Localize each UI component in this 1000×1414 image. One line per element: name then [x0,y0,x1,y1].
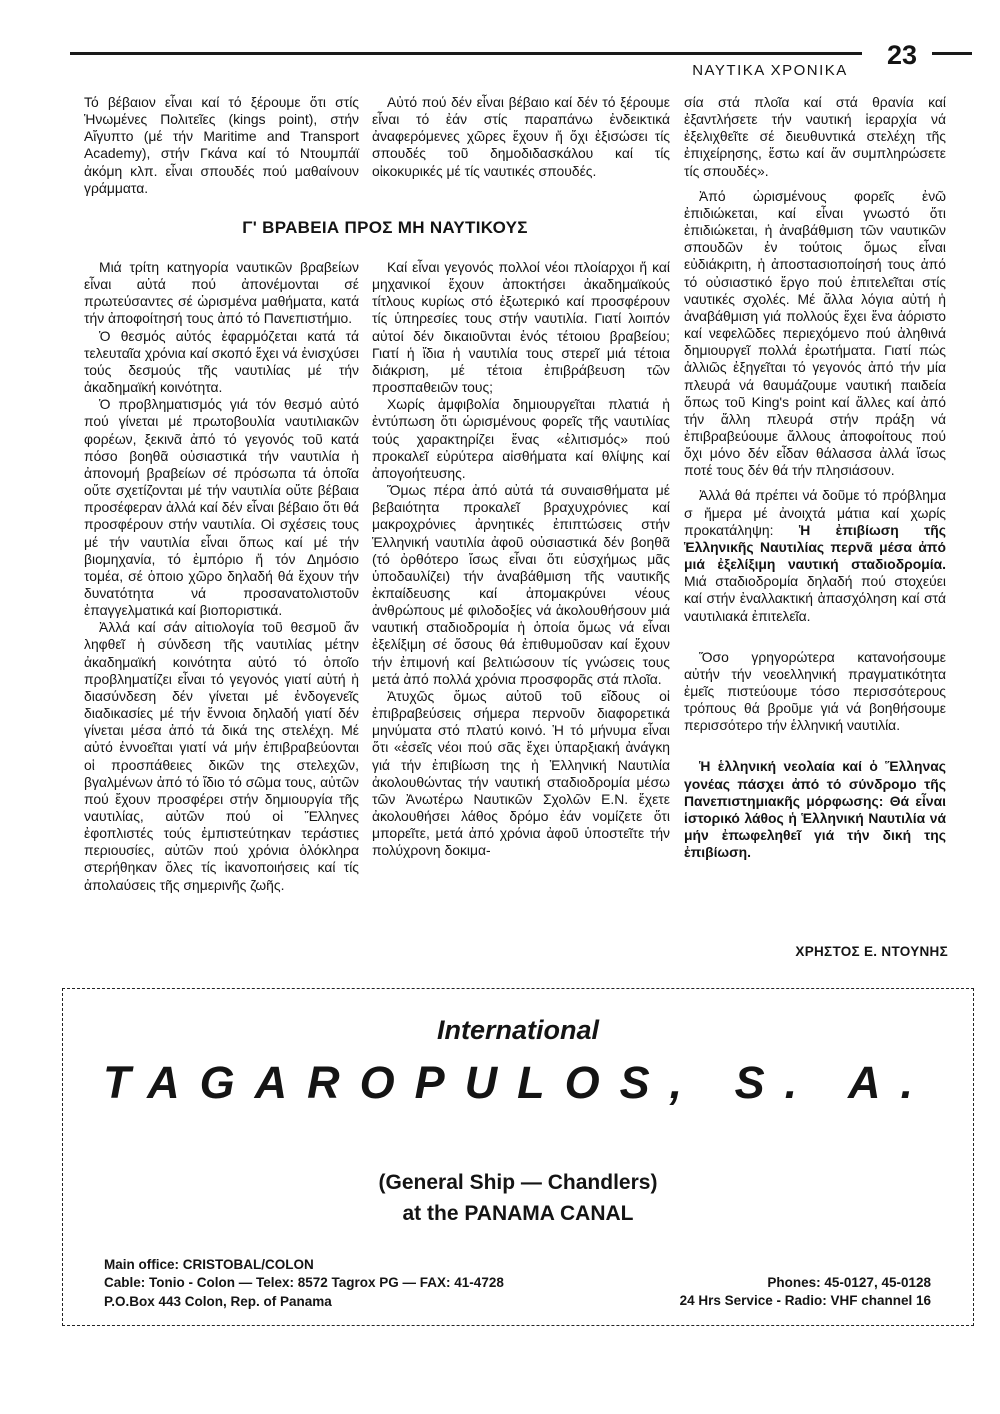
ad-service [63,1167,973,1229]
ad-phones: Phones: 45-0127, 45-0128 [767,1275,931,1290]
paragraph: Ὅσο γρηγορώτερα κατανοήσουμε αὐτήν τήν νεοελληνική πραγματικότητα ἐμεῖς πιστεύουμε τόσο περισσότερους τρόπους θά βροῦμε γιά νά βοηθήσουμε περισσότερο τήν ἑλληνική ναυτιλία. [684,648,946,734]
emphasis-text: Ἡ ἐπιβίωση τῆς Ἑλληνικῆς Ναυτιλίας περνᾶ μέσα ἀπό μιά ἐξελίξιμη ναυτική σταδιοδρομία. [684,521,946,573]
ad-company-name: TAGAROPULOS, S. A. [102,1057,934,1108]
top-paragraph-col1 [84,94,359,197]
ad-international: International [436,1015,599,1045]
paragraph: Χωρίς ἀμφιβολία δημιουργεῖται πλατιά ἡ ἐντύπωση ὅτι ὡρισμένους φορεῖς τῆς ναυτιλίας τούς χαρακτηρίζει ἕνας «ἐλιτισμός» πού προκαλεῖ εὐρύτερα αἰσθήματα καί θλίψης καί ἀπογοήτευσης. [372,396,670,481]
closing-statement: Ἡ ἑλληνική νεολαία καί ὁ Ἕλληνας γονέας πάσχει ἀπό τό σύνδρομο τῆς Πανεπιστημιακῆς μόρφωσης: Θά εἶναι ἱστορικό λάθος ἡ Ἑλληνική Ναυτιλία νά μήν ἐπωφεληθεῖ γιά τήν δική της ἐπιβίωση. [684,758,946,861]
section-heading: Γ' ΒΡΑΒΕΙΑ ΠΡΟΣ ΜΗ ΝΑΥΤΙΚΟΥΣ [242,218,528,237]
ad-pobox: P.O.Box 443 Colon, Rep. of Panama [104,1293,332,1309]
advertisement-box [62,988,974,1326]
header-rule-left [70,52,862,55]
ad-cable: Cable: Tonio - Colon — Telex: 8572 Tagrox PG — FAX: 41-4728 [104,1275,504,1291]
paragraph: Ἀλλά καί σάν αἰτιολογία τοῦ θεσμοῦ ἄν ληφθεῖ ἡ σύνδεση τῆς ναυτιλίας μέτην ἀκαδημαϊκή κοινότητα αὐτό τό ὁποῖο προβληματίζει εἶναι τό γεγονός γιατί αὐτή ἡ διασύνδεση δέν γίνεται μέ ἐνδογενεῖς διαδικασίες μέ τήν ἔννοια δηλαδή γιατί δέν γίνεται μέσα ἀπό τά δικά της στελέχη. Μέ αὐτό ἐννοεῖται γιατί νά μήν ἐπιβραβεύονται οἱ προσπάθειες δικῶν της στελεχῶν, βγαλμένων ἀπό τό ἴδιο τό σῶμα τους, αὐτῶν πού ἔχουν προσφέρει στήν δημιουργία τῆς ναυτιλίας, αὐτῶν πού οἱ Ἕλληνες ἐφοπλιστές τούς ἐμπιστεύτηκαν τεράστιες περιουσίες, αὐτῶν πού χρόνια ὁλόκληρα στερήθηκαν ὅλες τίς ἱκανοποιήσεις καί τίς ἀπολαύσεις τῆς σημερινῆς ζωῆς. [84,619,359,893]
paragraph: σία στά πλοῖα καί στά θρανία καί ἐξαντλήσετε τήν ναυτική ἱεραρχία νά ἐξελιχθεῖτε σέ διευθυντικά στελέχη τῆς ἐπιχείρησης, ἔστω καί ἄν συμπληρώσετε τίς σπουδές». [684,94,946,179]
article-column-1 [84,259,359,894]
paragraph: Ὁ προβληματισμός γιά τόν θεσμό αὐτό πού γίνεται μέ πρωτοβουλία ναυτιλιακῶν φορέων, ξεκινᾶ ἀπό τό γεγονός τοῦ κατά πόσο βοηθᾶ οὐσιαστικά τήν ναυτιλία ἡ ἀπονομή βραβείων σέ πρόσωπα τά ὁποῖα οὔτε σχετίζονται μέ τήν ναυτιλία οὔτε βέβαια προσέφεραν ἀλλά καί δέν εἶναι βέβαιο ὅτι θά προσφέρουν στήν ναυτιλία. Οἱ σχέσεις τους μέ τήν ναυτιλία εἶναι ὅπως καί μέ τήν βιομηχανία, τό ἐμπόριο ἤ τόν Δημόσιο τομέα, σέ ὁποιο χῶρο δηλαδή θά ἔχουν τήν δυνατότητα νά προσανατολιστοῦν ἐπαγγελματικά καί βιοποριστικά. [84,396,359,619]
paragraph: Μιά τρίτη κατηγορία ναυτικῶν βραβείων εἶναι αὐτά πού ἀπονέμονται σέ πρωτεύσαντες σέ ὡρισμένα μαθήματα, κατά τήν ἀποφοίτησή τους ἀπό τό Πανεπιστήμιο. [84,259,359,327]
paragraph [684,487,946,624]
paragraph: Τό βέβαιον εἶναι καί τό ξέρουμε ὅτι στίς Ἡνωμένες Πολιτεῖες (kings point), στήν Αἴγυπτο (μέ τήν Maritime and Transport Academy), στήν Γκάνα καί τό Ντουμπάϊ ἀκόμη κλπ. εἶναι σπουδές πού μαθαίνουν γράμματα. [84,94,359,196]
ad-contact-left [104,1256,504,1311]
top-paragraph-col2 [372,94,670,180]
article-column-3 [684,94,946,861]
ad-location-line: at the PANAMA CANAL [402,1202,634,1225]
ad-main-office: Main office: CRISTOBAL/COLON [104,1257,314,1272]
ad-contact-right [680,1274,931,1311]
paragraph: Ἀτυχῶς ὅμως αὐτοῦ τοῦ εἴδους οἱ ἐπιβραβεύσεις σήμερα περνοῦν διαφορετικά μηνύματα στό πλατύ κοινό. Ἡ τό μήνυμα εἶναι ὅτι «ἐσεῖς νέοι πού σᾶς ἔχει ὑπαρξιακή ἀνάγκη γιά τήν ἐπιβίωση της ἡ Ἑλληνική Ναυτιλία ἀκολουθώντας τήν ναυτική σταδιοδρομία μέσω τῶν Ἀνωτέρω Ναυτικῶν Σχολῶν Ε.Ν. ἔχετε ἀκολουθήσει λάθος δρόμο ἐάν νομίζετε ὅτι μπορεῖτε, μετά ἀπό χρόνια ἀφοῦ ὑποστεῖτε τήν πολύχρονη δοκιμα- [372,687,670,859]
paragraph: Ὁ θεσμός αὐτός ἐφαρμόζεται κατά τά τελευταῖα χρόνια καί σκοπό ἔχει νά ἐνισχύσει τούς δεσμούς τῆς ναυτιλίας μέ τήν ἀκαδημαϊκή κοινότητα. [84,327,359,396]
ad-service-line: (General Ship — Chandlers) [378,1171,658,1194]
ad-service-hours: 24 Hrs Service - Radio: VHF channel 16 [679,1293,931,1309]
article-column-2 [372,259,670,859]
paragraph: Αὐτό πού δέν εἶναι βέβαιο καί δέν τό ξέρουμε εἶναι τό ἐάν στίς παραπάνω ἐνδεικτικά ἀναφερόμενες χῶρες ἔχουν ἤ ὄχι ἐξισώσει τίς σπουδές τοῦ δημοδιδασκάλου καί τίς οἰκοκυρικές μέ τίς ναυτικές σπουδές. [372,94,670,179]
author-signature: ΧΡΗΣΤΟΣ Ε. ΝΤΟΥΝΗΣ [795,944,948,959]
paragraph-tail: Μιά σταδιοδρομία δηλαδή πού στοχεύει καί στήν ἐναλλακτική ἀπασχόληση καί στά ναυτιλιακά ἐπιτελεῖα. [684,573,946,624]
page-number: 23 [886,40,918,70]
paragraph: Ἀπό ὡρισμένους φορεῖς ἐνῶ ἐπιδιώκεται, καί εἶναι γνωστό ὅτι ἐπιδιώκεται, ἡ ἀναβάθμιση τῶν ναυτικῶν σπουδῶν ἐν τούτοις ὅμως εἶναι εὐδιάκριτη, ἡ ἀποστασιοποίησή τους ἀπό τό οὐσιαστικό ἔργο πού ἐπιτελεῖται στίς ναυτικές σχολές. Μέ ἄλλα λόγια αὐτή ἡ ἀναβάθμιση γιά πολλούς ἔχει ἕνα ἀόριστο καί νεφελῶδες περιεχόμενο πού ἀληθινά δημιουργεῖ πολλά ἐρωτήματα. Γιατί πώς ἀλλιῶς ἐξηγεῖται τό γεγονός ἀπό τήν μία πλευρά νά θαυμάζουμε ναυτική παιδεία ὅπως τοῦ King's point καί ἄλλες καί ἀπό τήν ἄλλη πλευρά στήν πράξη νά ἐπιβραβεύουμε ἄλλους ἀποφοίτους πού ὄχι μόνο δέν εἶδαν θάλασσα ἀλλά ἴσως ποτέ τους δέν θά τήν πλησιάσουν. [684,187,946,479]
header-rule-right [932,52,972,55]
magazine-title: ΝΑΥΤΙΚΑ ΧΡΟΝΙΚΑ [692,62,848,79]
paragraph-intro: Ἀλλά θά πρέπει νά δοῦμε τό πρόβλημα σ ἤμερα μέ ἀνοιχτά μάτια καί χωρίς προκατάληψη: [684,487,946,538]
paragraph: Ὅμως πέρα ἀπό αὐτά τά συναισθήματα μέ βεβαιότητα προκαλεῖ βραχυχρόνιες καί μακροχρόνιες ἀρνητικές ἐπιπτώσεις στήν Ἑλληνική ναυτιλία ἀφοῦ οὐσιαστικά δέν βοηθᾶ (τό ὀρθότερο ἴσως εἶναι ὅτι εὐσχήμως μᾶς ὑποδαυλίζει) τήν ἀναβάθμιση τῆς ναυτικῆς ἐκπαίδευσης καί ἀπομακρύνει νέους ἀνθρώπους μέ φιλοδοξίες νά ἀκολουθήσουν μιά ναυτική σταδιοδρομία ἡ ὁποία ὅμως νά εἶναι ἐξελίξιμη σέ ὅσους θά ἐπιθυμοῦσαν καί ἔχουν τήν ἐπιμονή καί βελτιώσουν τίς γνώσεις τους μετά ἀπό πολλά χρόνια προσφορᾶς στά πλοῖα. [372,482,670,687]
paragraph: Καί εἶναι γεγονός πολλοί νέοι πλοίαρχοι ἤ καί μηχανικοί ἔχουν ἀποκτήσει ἀκαδημαϊκούς τίτλους κυρίως στό ἐξωτερικό καί προσφέρουν τίς ὑπηρεσίες τους στήν ναυτιλία. Γιατί λοιπόν αὐτοί δέν δικαιοῦνται ἑνός τέτοιου βραβείου; Γιατί ἡ ἴδια ἡ ναυτιλία τους στερεῖ μιά τέτοια διάκριση, μέ τέτοια ἐπιβράβευση τῶν προσπαθειῶν τους; [372,259,670,396]
